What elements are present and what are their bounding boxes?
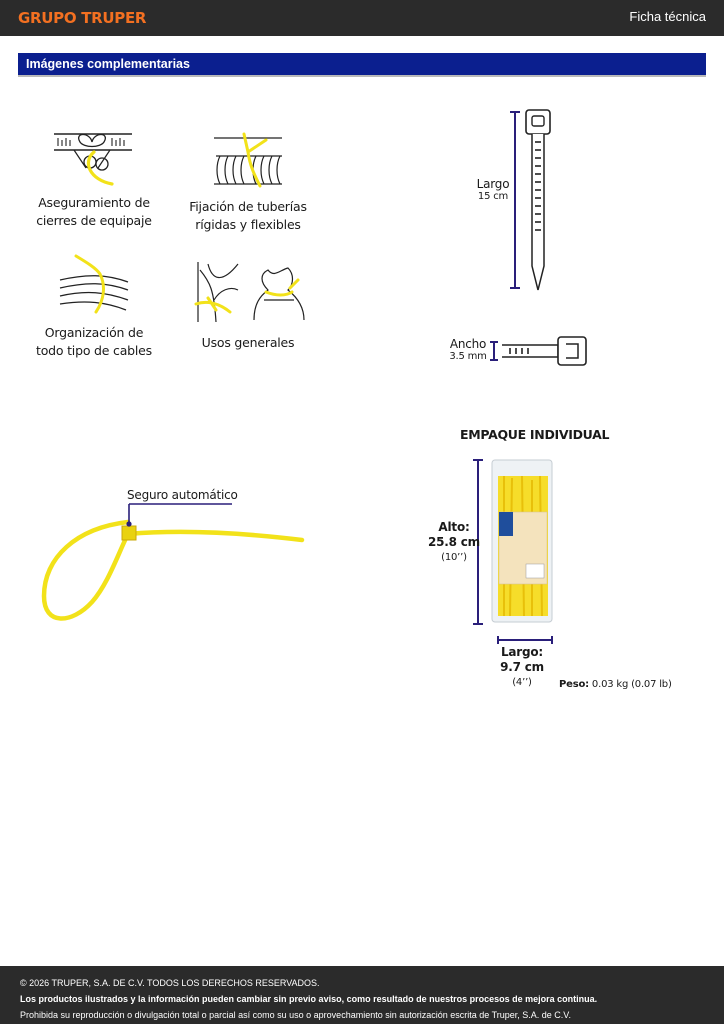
footer-prohibition: Prohibida su reproducción o divulgación total o parcial así como su uso o aprovechamiento sin autorización escrita de Truper, S.A. de C.V. [20,1010,571,1020]
self-lock-label: Seguro automático [127,488,238,502]
use-cables-label: Organización de todo tipo de cables [36,325,152,358]
package-weight: Peso: 0.03 kg (0.07 lb) [559,679,672,690]
brand-logo: GRUPO TRUPER [18,9,147,27]
pipe-icon [210,130,286,190]
section-header [18,53,706,77]
use-general-label: Usos generales [201,335,295,350]
use-luggage-label: Aseguramiento de cierres de equipaje [36,195,152,228]
footer-notice: Los productos ilustrados y la información pueden cambiar sin previo aviso, como resultado de nuestros procesos de mejora continua. [20,994,598,1004]
package-length-label: Largo: 9.7 cm (4’’) [500,645,544,688]
general-uses-icon [194,260,312,324]
package-height-label: Alto: 25.8 cm (10’’) [427,520,480,563]
use-pipe-label: Fijación de tuberías rígidas y flexibles [189,199,307,232]
package-title: EMPAQUE INDIVIDUAL [460,427,610,442]
width-dimension-label: Ancho 3.5 mm [449,337,487,362]
document-type: Ficha técnica [629,9,706,24]
length-dimension-label: Largo 15 cm [476,177,510,202]
cables-icon [56,252,132,314]
top-bar [0,0,724,36]
cable-tie-width-drawing [488,334,592,370]
section-title: Imágenes complementarias [26,57,190,71]
footer-copyright: © 2026 TRUPER, S.A. DE C.V. TODOS LOS DERECHOS RESERVADOS. [20,978,320,988]
footer [0,966,724,1024]
luggage-zipper-icon [52,128,136,188]
cable-tie-loop-drawing [36,498,308,626]
